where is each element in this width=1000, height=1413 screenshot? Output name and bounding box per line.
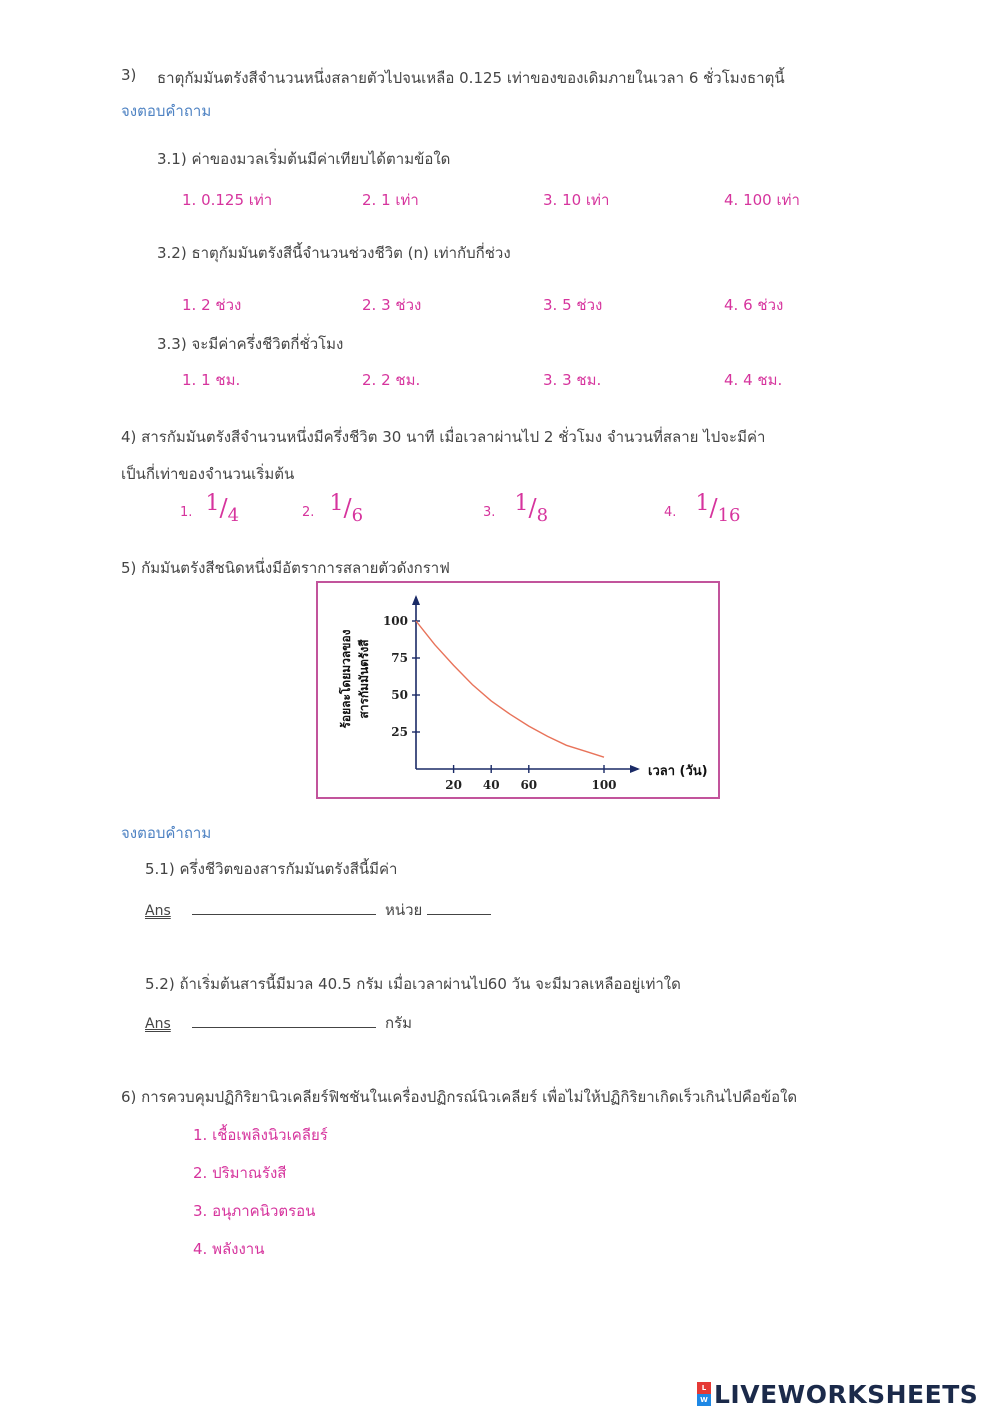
y-axis-label-line2: สารกัมมันตรังสี: [357, 639, 371, 719]
fraction-slash: /: [343, 494, 352, 522]
q3-1-option-3[interactable]: 3. 10 เท่า: [543, 191, 610, 209]
y-tick-label: 100: [382, 614, 408, 628]
q4-option-3-fraction: [514, 491, 549, 526]
q4-option-1-fraction: [205, 491, 240, 526]
q3-2-text: 3.2) ธาตุกัมมันตรังสีนี้จำนวนช่วงชีวิต (n) เท่ากับกี่ช่วง: [157, 244, 511, 262]
q5-1-text: 5.1) ครึ่งชีวิตของสารกัมมันตรังสีนี้มีค่า: [145, 860, 398, 878]
y-axis-arrow: [412, 595, 420, 605]
q3-instruction: จงตอบคำถาม: [121, 102, 212, 120]
q6-text: 6) การควบคุมปฏิกิริยานิวเคลียร์ฟิชชันในเครื่องปฏิกรณ์นิวเคลียร์ เพื่อไม่ให้ปฏิกิริยาเกิดเร็วเกินไปคือข้อใด: [121, 1088, 798, 1106]
q3-2-option-2[interactable]: 2. 3 ช่วง: [362, 296, 422, 314]
decay-chart-frame: [316, 581, 720, 799]
q5-1-unit-blank[interactable]: [427, 900, 491, 915]
q4-option-2-label: 2.: [302, 505, 315, 520]
q5-2-text: 5.2) ถ้าเริ่มต้นสารนี้มีมวล 40.5 กรัม เมื่อเวลาผ่านไป60 วัน จะมีมวลเหลืออยู่เท่าใด: [145, 975, 681, 993]
q4-option-4-fraction: [695, 491, 741, 526]
y-tick-label: 75: [391, 651, 408, 665]
fraction-slash: /: [219, 494, 228, 522]
q3-number: 3): [121, 66, 137, 84]
x-tick-label: 20: [445, 778, 462, 792]
q4-option-2-fraction: [329, 491, 364, 526]
q3-1-option-2[interactable]: 2. 1 เท่า: [362, 191, 419, 209]
q6-option-3[interactable]: 3. อนุภาคนิวตรอน: [193, 1202, 316, 1220]
fraction-denominator: 8: [536, 505, 549, 526]
q3-3-option-2[interactable]: 2. 2 ชม.: [362, 371, 421, 389]
q4-option-2[interactable]: [302, 491, 364, 526]
y-tick-label: 25: [391, 725, 408, 739]
liveworksheets-logo: [697, 1378, 978, 1410]
x-tick-label: 60: [520, 778, 538, 792]
q3-3-option-4[interactable]: 4. 4 ชม.: [724, 371, 783, 389]
q5-1-ans-label: Ans: [145, 903, 171, 919]
y-axis-label-line1: ร้อยละโดยมวลของ: [339, 629, 353, 729]
q4-text-line2: เป็นกี่เท่าของจำนวนเริ่มต้น: [121, 465, 295, 483]
logo-badge-icon: [697, 1382, 711, 1406]
q5-2-ans-label: Ans: [145, 1016, 171, 1032]
q3-text: ธาตุกัมมันตรังสีจำนวนหนึ่งสลายตัวไปจนเหลือ 0.125 เท่าของของเดิมภายในเวลา 6 ชั่วโมงธาตุนี้: [157, 69, 785, 87]
decay-series-line: [416, 621, 604, 757]
x-axis-label: เวลา (วัน): [648, 764, 708, 779]
fraction-denominator: 6: [351, 505, 364, 526]
fraction-slash: /: [709, 494, 718, 522]
y-tick-label: 50: [391, 688, 408, 702]
q3-2-option-1[interactable]: 1. 2 ช่วง: [182, 296, 242, 314]
q3-1-option-1[interactable]: 1. 0.125 เท่า: [182, 191, 273, 209]
q3-3-option-3[interactable]: 3. 3 ชม.: [543, 371, 602, 389]
q5-text: 5) กัมมันตรังสีชนิดหนึ่งมีอัตราการสลายตัวดังกราฟ: [121, 559, 450, 577]
q3-1-option-4[interactable]: 4. 100 เท่า: [724, 191, 800, 209]
q4-option-4[interactable]: [664, 491, 741, 526]
q3-3-option-1[interactable]: 1. 1 ชม.: [182, 371, 241, 389]
q4-option-3[interactable]: [483, 491, 549, 526]
q4-text-line1: 4) สารกัมมันตรังสีจำนวนหนึ่งมีครึ่งชีวิต 30 นาที เมื่อเวลาผ่านไป 2 ชั่วโมง จำนวนที่สลาย ไปจะมีค่า: [121, 428, 766, 446]
q3-2-option-4[interactable]: 4. 6 ช่วง: [724, 296, 784, 314]
x-axis-arrow: [630, 765, 640, 773]
fraction-numerator: 1: [329, 491, 344, 516]
q5-2-answer-row: [145, 1011, 412, 1035]
fraction-denominator: 16: [717, 505, 741, 526]
q6-option-4[interactable]: 4. พลังงาน: [193, 1240, 265, 1258]
fraction-denominator: 4: [227, 505, 240, 526]
q3-3-text: 3.3) จะมีค่าครึ่งชีวิตกี่ชั่วโมง: [157, 335, 344, 353]
q4-option-4-label: 4.: [664, 505, 677, 520]
q5-2-unit-label: กรัม: [384, 1014, 412, 1032]
q5-1-answer-row: [145, 898, 491, 922]
fraction-slash: /: [528, 494, 537, 522]
q4-option-1-label: 1.: [180, 505, 193, 520]
fraction-numerator: 1: [695, 491, 710, 516]
q3-1-text: 3.1) ค่าของมวลเริ่มต้นมีค่าเทียบได้ตามข้อใด: [157, 150, 451, 168]
q5-2-answer-blank[interactable]: [192, 1013, 376, 1028]
fraction-numerator: 1: [205, 491, 220, 516]
decay-chart: [318, 583, 718, 797]
q5-1-unit-label: หน่วย: [384, 901, 423, 919]
q5-instruction: จงตอบคำถาม: [121, 824, 212, 842]
q6-option-2[interactable]: 2. ปริมาณรังสี: [193, 1164, 287, 1182]
q5-1-answer-blank[interactable]: [192, 900, 376, 915]
q4-option-1[interactable]: [180, 491, 240, 526]
logo-text: LIVEWORKSHEETS: [714, 1379, 979, 1409]
logo-badge-w: W: [697, 1394, 711, 1406]
q3-2-option-3[interactable]: 3. 5 ช่วง: [543, 296, 603, 314]
q4-option-3-label: 3.: [483, 505, 496, 520]
logo-badge-l: L: [697, 1382, 711, 1394]
q6-option-1[interactable]: 1. เชื้อเพลิงนิวเคลียร์: [193, 1126, 328, 1144]
x-tick-label: 100: [591, 778, 617, 792]
x-tick-label: 40: [482, 778, 500, 792]
fraction-numerator: 1: [514, 491, 529, 516]
